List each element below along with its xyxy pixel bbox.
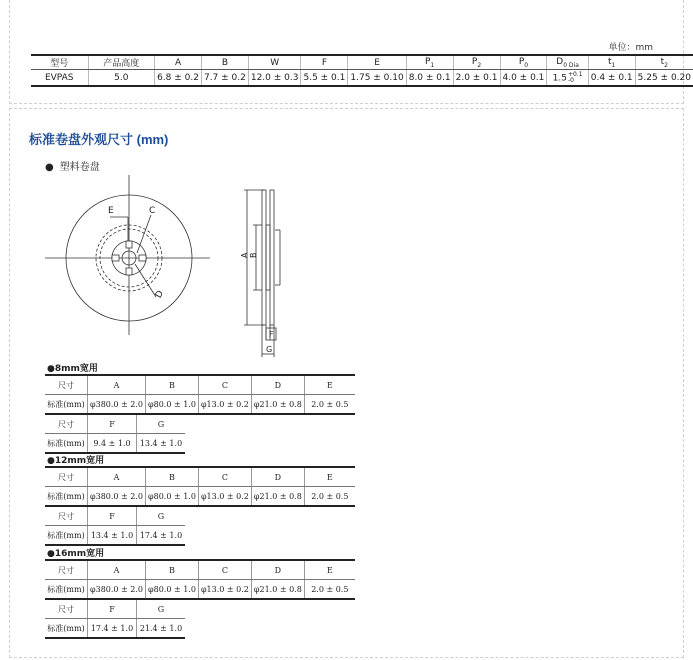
section-title: 标准卷盘外观尺寸 (mm) <box>29 132 169 147</box>
group-8mm-table-1 <box>45 374 355 415</box>
cell-standard: 标准(mm) <box>45 580 88 600</box>
cell-c: φ13.0 ± 0.2 <box>198 487 251 507</box>
hdr-p0-sub: 0 <box>524 61 529 69</box>
cell-d: φ21.0 ± 0.8 <box>251 487 304 507</box>
cell-g: 17.4 ± 1.0 <box>137 526 186 546</box>
group-12mm-table-1 <box>45 466 355 507</box>
table-row <box>45 580 355 600</box>
cell-b: φ80.0 ± 1.0 <box>146 395 199 415</box>
hdr-p2 <box>453 55 500 70</box>
cell-b: 7.7 ± 0.2 <box>201 70 248 87</box>
hdr-size: 尺寸 <box>45 467 88 487</box>
cell-g: 21.4 ± 1.0 <box>137 619 186 639</box>
table-row <box>45 526 185 546</box>
reel-key-top <box>126 241 132 248</box>
hdr-f: F <box>88 414 137 434</box>
reel-front-view <box>45 175 210 335</box>
cell-d: φ21.0 ± 0.8 <box>251 580 304 600</box>
spec-table <box>31 54 693 87</box>
hdr-f: F <box>88 599 137 619</box>
hdr-p0-main: P <box>518 56 525 67</box>
label-e: E <box>108 206 114 216</box>
cell-d0-tolerance <box>568 72 583 84</box>
group-16mm-table-1 <box>45 559 355 600</box>
hdr-d0 <box>547 55 588 70</box>
hdr-p1-sub: 1 <box>430 61 435 69</box>
cell-t2: 5.25 ± 0.20 <box>635 70 693 87</box>
cell-a: φ380.0 ± 2.0 <box>88 395 146 415</box>
reel-key-left <box>112 255 119 261</box>
group-16mm-title: ●16mm宽用 <box>47 549 105 559</box>
hdr-d: D <box>251 560 304 580</box>
cell-standard: 标准(mm) <box>45 487 88 507</box>
hdr-c: C <box>198 467 251 487</box>
table-header-row <box>45 506 185 526</box>
table-row <box>45 395 355 415</box>
hdr-p1 <box>406 55 453 70</box>
cell-height: 5.0 <box>88 70 155 87</box>
group-16mm-table-2 <box>45 598 185 639</box>
cell-standard: 标准(mm) <box>45 434 88 454</box>
cell-model: EVPAS <box>31 70 88 87</box>
hdr-size: 尺寸 <box>45 560 88 580</box>
cell-e: 1.75 ± 0.10 <box>348 70 406 87</box>
hdr-e: E <box>304 467 355 487</box>
hdr-size: 尺寸 <box>45 599 88 619</box>
cell-standard: 标准(mm) <box>45 526 88 546</box>
side-flange-right <box>270 190 274 325</box>
hdr-p2-sub: 2 <box>477 61 482 69</box>
cell-f: 5.5 ± 0.1 <box>301 70 348 87</box>
cell-p1: 8.0 ± 0.1 <box>406 70 453 87</box>
cell-t1: 0.4 ± 0.1 <box>588 70 635 87</box>
spec-table-header <box>31 55 693 70</box>
cell-d0-tol-minus: -0 <box>567 76 574 84</box>
hdr-size: 尺寸 <box>45 414 88 434</box>
hdr-p0 <box>500 55 547 70</box>
hdr-t1-main: t <box>608 56 612 67</box>
unit-label: 单位：mm <box>608 43 653 53</box>
group-8mm-title: ●8mm宽用 <box>47 364 98 374</box>
hdr-height: 产品高度 <box>88 55 155 70</box>
cell-standard: 标准(mm) <box>45 619 88 639</box>
table-header-row <box>45 375 355 395</box>
label-b: B <box>249 252 258 258</box>
cell-f: 13.4 ± 1.0 <box>88 526 137 546</box>
hdr-e: E <box>304 375 355 395</box>
cell-d0-value: 1.5 <box>552 73 567 83</box>
hdr-w: W <box>248 55 301 70</box>
hdr-t2-sub: 2 <box>664 61 668 69</box>
cell-f: 17.4 ± 1.0 <box>88 619 137 639</box>
cell-w: 12.0 ± 0.3 <box>248 70 301 87</box>
table-header-row <box>45 599 185 619</box>
hdr-t1 <box>588 55 635 70</box>
cell-a: φ380.0 ± 2.0 <box>88 580 146 600</box>
hdr-d: D <box>251 467 304 487</box>
hdr-b: B <box>146 375 199 395</box>
cell-d0 <box>547 70 588 87</box>
cell-e: 2.0 ± 0.5 <box>304 487 355 507</box>
group-8mm-table-2 <box>45 413 185 454</box>
hdr-g: G <box>137 506 186 526</box>
table-header-row <box>45 414 185 434</box>
reel-key-bottom <box>126 268 132 275</box>
hdr-size: 尺寸 <box>45 375 88 395</box>
hdr-d: D <box>251 375 304 395</box>
bullet-text: 塑料卷盘 <box>59 162 100 173</box>
cell-standard: 标准(mm) <box>45 395 88 415</box>
hdr-p1-main: P <box>425 56 431 67</box>
label-c: C <box>149 206 156 216</box>
reel-key-right <box>139 255 146 261</box>
hdr-e: E <box>304 560 355 580</box>
label-d: D <box>153 289 167 301</box>
hdr-model: 型号 <box>31 55 88 70</box>
dim-d-leader <box>135 264 156 297</box>
hdr-size: 尺寸 <box>45 506 88 526</box>
hdr-a: A <box>88 467 146 487</box>
group-12mm-title: ●12mm宽用 <box>47 456 105 466</box>
label-f: F <box>269 330 274 339</box>
hdr-b: B <box>146 467 199 487</box>
hdr-c: C <box>198 375 251 395</box>
hdr-e: E <box>348 55 406 70</box>
hdr-b: B <box>146 560 199 580</box>
table-row <box>45 487 355 507</box>
cell-p2: 2.0 ± 0.1 <box>453 70 500 87</box>
label-a: A <box>240 252 249 258</box>
hdr-c: C <box>198 560 251 580</box>
side-flange-left <box>262 190 266 325</box>
cell-b: φ80.0 ± 1.0 <box>146 580 199 600</box>
hdr-t1-sub: 1 <box>611 61 616 69</box>
spec-table-row <box>31 70 693 87</box>
reel-side-view <box>244 190 280 357</box>
hdr-p2-main: P <box>471 56 478 67</box>
reel-drawing <box>40 175 300 360</box>
cell-e: 2.0 ± 0.5 <box>304 580 355 600</box>
cell-e: 2.0 ± 0.5 <box>304 395 355 415</box>
cell-p0: 4.0 ± 0.1 <box>500 70 547 87</box>
hdr-b: B <box>201 55 248 70</box>
cell-b: φ80.0 ± 1.0 <box>146 487 199 507</box>
hdr-f: F <box>88 506 137 526</box>
cell-a: 6.8 ± 0.2 <box>155 70 202 87</box>
cell-d0-tol-plus: +0.1 <box>567 70 583 78</box>
hdr-a: A <box>88 375 146 395</box>
group-12mm-table-2 <box>45 505 185 546</box>
table-header-row <box>45 560 355 580</box>
hdr-t2 <box>635 55 693 70</box>
hdr-d0-sub: 0 Dia <box>563 61 579 69</box>
label-g: G <box>266 345 273 354</box>
cell-c: φ13.0 ± 0.2 <box>198 395 251 415</box>
cell-d: φ21.0 ± 0.8 <box>251 395 304 415</box>
hdr-g: G <box>137 599 186 619</box>
side-hub <box>266 225 270 290</box>
table-row <box>45 434 185 454</box>
hdr-t2-main: t <box>660 56 665 67</box>
hdr-a: A <box>88 560 146 580</box>
hdr-a: A <box>155 55 202 70</box>
bullet-plastic-reel <box>45 158 100 173</box>
hdr-g: G <box>137 414 186 434</box>
cell-g: 13.4 ± 1.0 <box>137 434 186 454</box>
table-header-row <box>45 467 355 487</box>
cell-a: φ380.0 ± 2.0 <box>88 487 146 507</box>
cell-f: 9.4 ± 1.0 <box>88 434 137 454</box>
cell-c: φ13.0 ± 0.2 <box>198 580 251 600</box>
table-row <box>45 619 185 639</box>
bullet-dot-icon: ● <box>45 162 54 173</box>
spec-panel <box>9 0 684 104</box>
hdr-d0-main: D <box>556 56 564 67</box>
hdr-f: F <box>301 55 348 70</box>
dim-c-leader <box>137 215 151 253</box>
